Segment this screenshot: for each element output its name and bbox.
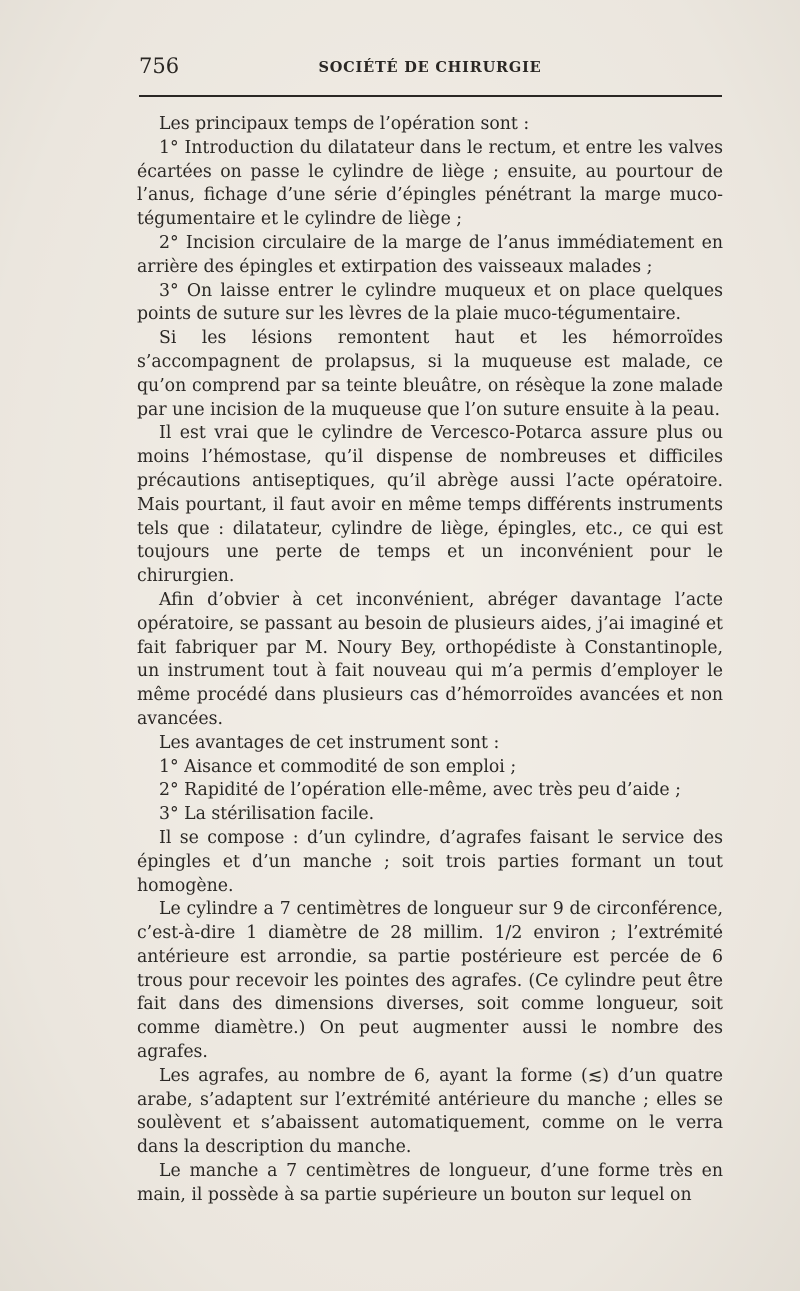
paragraph: Les avantages de cet instrument sont : — [159, 732, 500, 753]
paragraph: Si les lésions remontent haut et les hémorroïdes s’accompagnent de prolapsus, si la muqueuse est malade, ce qu’on comprend par sa teinte bleuâtre, on résèque la zone malade par une incision de la muqueuse que l’on suture ensuite à la peau. — [137, 328, 723, 420]
paragraph: Le cylindre a 7 centimètres de longueur sur 9 de circonférence, c’est-à-dire 1 diamètre de 28 millim. 1/2 environ ; l’extrémité antérieure est arrondie, sa partie postérieure est percée de 6 trous pour recevoir les pointes des agrafes. (Ce cylindre peut être fait dans des dimensions diverses, soit comme longueur, soit comme diamètre.) On peut augmenter aussi le nombre des agrafes. — [137, 899, 723, 1063]
paragraph: 2° Incision circulaire de la marge de l’anus immédiatement en arrière des épingles et extirpation des vaisseaux malades ; — [137, 232, 723, 277]
paragraph: 3° On laisse entrer le cylindre muqueux et on place quelques points de suture sur les lèvres de la plaie muco-tégumentaire. — [137, 280, 723, 325]
paragraph: Afin d’obvier à cet inconvénient, abréger davantage l’acte opératoire, se passant au besoin de plusieurs aides, j’ai imaginé et fait fabriquer par M. Noury Bey, orthopédiste à Constantinople, un instrument tout à fait nouveau qui m’a permis d’employer le même procédé dans plusieurs cas d’hémorroïdes avancées et non avancées. — [137, 589, 723, 729]
paragraph: 3° La stérilisation facile. — [159, 804, 375, 825]
paragraph: Il est vrai que le cylindre de Vercesco-Potarca assure plus ou moins l’hémostase, qu’il dispense de nombreuses et difficiles précautions antiseptiques, qu’il abrège aussi l’acte opératoire. Mais pourtant, il faut avoir en même temps différents instruments tels que : dilatateur, cylindre de liège, épingles, etc., ce qui est toujours une perte de temps et un inconvénient pour le chirurgien. — [137, 423, 723, 587]
paragraph: 1° Aisance et commodité de son emploi ; — [159, 756, 517, 777]
running-head: SOCIÉTÉ DE CHIRURGIE — [318, 59, 542, 76]
body-text — [137, 113, 723, 1208]
paragraph: Le manche a 7 centimètres de longueur, d’une forme très en main, il possède à sa partie supérieure un bouton sur lequel on — [137, 1161, 723, 1205]
paragraph: 1° Introduction du dilatateur dans le rectum, et entre les valves écartées on passe le cylindre de liège ; ensuite, au pourtour de l’anus, fichage d’une série d’épingles pénétrant la marge muco-tégumentaire et le cylindre de liège ; — [137, 137, 723, 230]
paragraph: Il se compose : d’un cylindre, d’agrafes faisant le service des épingles et d’un manche ; soit trois parties formant un tout homogène. — [137, 827, 723, 896]
paragraph: Les agrafes, au nombre de 6, ayant la forme (≲) d’un quatre arabe, s’adaptent sur l’extrémité antérieure du manche ; elles se soulèvent et s’abaissent automatiquement, comme on le verra dans la description du manche. — [137, 1065, 723, 1158]
paragraph: 2° Rapidité de l’opération elle-même, avec très peu d’aide ; — [159, 780, 681, 801]
page-number: 756 — [139, 54, 180, 78]
header-rule — [139, 95, 722, 97]
page-header — [139, 48, 721, 88]
paragraph: Les principaux temps de l’opération sont : — [159, 114, 530, 134]
